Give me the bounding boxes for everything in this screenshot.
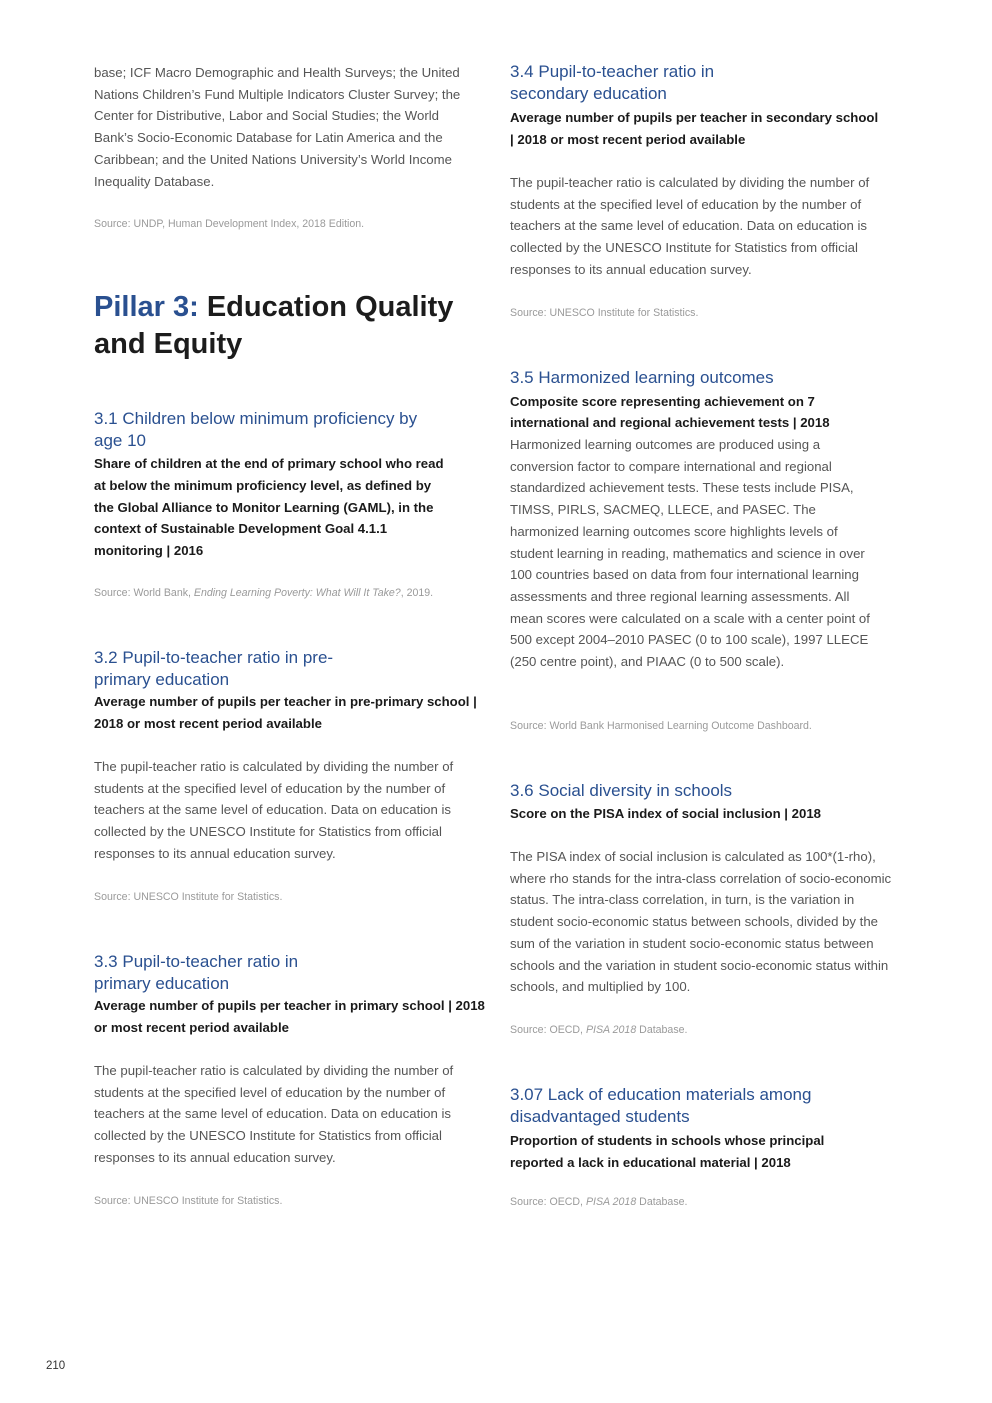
page-number: 210 xyxy=(46,1360,66,1372)
indicator-3-3-source: Source: UNESCO Institute for Statistics. xyxy=(94,1195,283,1207)
indicator-3-1-subtitle: Share of children at the end of primary school who read at below the minimum proficiency level, as defined by the Global Alliance to Monitor Learning (GAML), in the context of Sustainable Development Goal 4.1.1 monitoring | 2016 xyxy=(94,456,444,559)
source-prefix: Source: World Bank, xyxy=(94,587,194,599)
indicator-3-4-title: 3.4 Pupil-to-teacher ratio in secondary education xyxy=(510,62,715,103)
indicator-3-6-subtitle: Score on the PISA index of social inclusion | 2018 xyxy=(510,806,821,821)
source-title: PISA 2018 xyxy=(585,1024,637,1036)
indicator-3-3-description: The pupil-teacher ratio is calculated by dividing the number of students at the specified level of education by the number of teachers at the same level of education. Data on education is collected by the UNESCO Institute for Statistics from official responses to its annual education survey. xyxy=(94,1063,454,1165)
intro-source: Source: UNDP, Human Development Index, 2018 Edition. xyxy=(94,218,365,230)
indicator-3-07-source xyxy=(510,1195,687,1209)
source-suffix: Database. xyxy=(636,1024,688,1036)
pillar-name: Education Quality and Equity xyxy=(94,291,454,360)
source-title: PISA 2018 xyxy=(585,1196,637,1208)
indicator-3-4-source: Source: UNESCO Institute for Statistics. xyxy=(510,307,699,319)
indicator-3-5-title: 3.5 Harmonized learning outcomes xyxy=(510,368,774,387)
indicator-3-5-subtitle: Composite score representing achievement on 7 international and regional achievement tests | 2018 xyxy=(510,394,830,430)
indicator-3-5-description: Harmonized learning outcomes are produced using a conversion factor to compare international and regional standardized achievement tests. These tests include PISA, TIMSS, PIRLS, SACMEQ, LLECE, and PASEC. The harmonized learning outcomes score highlights levels of student learning in reading, mathematics and science in over 100 countries based on data from four international learning assessments and three regional learning assessments. All mean scores were calculated on a scale with a center point of 500 except 2004–2010 PASEC (0 to 100 scale), 1997 LLECE (250 centre point), and PIAAC (0 to 500 scale). xyxy=(510,437,870,670)
source-suffix: , 2019. xyxy=(400,587,434,599)
indicator-3-3-subtitle: Average number of pupils per teacher in primary school | 2018 or most recent period available xyxy=(94,998,485,1035)
indicator-3-1-source xyxy=(94,586,486,600)
indicator-3-5-source: Source: World Bank Harmonised Learning Outcome Dashboard. xyxy=(510,720,812,732)
source-prefix: Source: OECD, xyxy=(510,1024,586,1036)
indicator-3-6-title: 3.6 Social diversity in schools xyxy=(510,781,733,800)
pillar-title xyxy=(94,289,486,362)
source-prefix: Source: OECD, xyxy=(510,1196,586,1208)
intro-paragraph: base; ICF Macro Demographic and Health Surveys; the United Nations Children’s Fund Multiple Indicators Cluster Survey; the Center for Distributive, Labor and Social Studies; the World Bank’s Socio-Economic Database for Latin America and the Caribbean; and the United Nations University’s World Income Inequality Database. xyxy=(94,65,461,189)
indicator-3-3-title: 3.3 Pupil-to-teacher ratio in primary education xyxy=(94,952,299,993)
indicator-3-1-title: 3.1 Children below minimum proficiency by age 10 xyxy=(94,409,418,450)
indicator-3-2-subtitle: Average number of pupils per teacher in pre-primary school | 2018 or most recent period available xyxy=(94,694,477,731)
indicator-3-4-description: The pupil-teacher ratio is calculated by dividing the number of students at the specified level of education by the number of teachers at the same level of education. Data on education is collected by the UNESCO Institute for Statistics from official responses to its annual education survey. xyxy=(510,175,870,277)
indicator-3-2-description: The pupil-teacher ratio is calculated by dividing the number of students at the specified level of education by the number of teachers at the same level of education. Data on education is collected by the UNESCO Institute for Statistics from official responses to its annual education survey. xyxy=(94,759,454,861)
source-suffix: Database. xyxy=(636,1196,688,1208)
indicator-3-2-source: Source: UNESCO Institute for Statistics. xyxy=(94,891,283,903)
indicator-3-07-title: 3.07 Lack of education materials among disadvantaged students xyxy=(510,1085,812,1126)
indicator-3-2-title: 3.2 Pupil-to-teacher ratio in pre-primary education xyxy=(94,648,334,689)
source-title: Ending Learning Poverty: What Will It Take? xyxy=(193,587,401,599)
pillar-label: Pillar 3: xyxy=(94,291,199,323)
indicator-3-6-description: The PISA index of social inclusion is calculated as 100*(1-rho), where rho stands for the intra-class correlation of socio-economic status. The intra-class correlation, in turn, is the variation in student socio-economic status between schools, divided by the sum of the variation in student socio-economic status between schools and the variation in student socio-economic status within schools, and multiplied by 100. xyxy=(510,849,892,995)
indicator-3-4-subtitle: Average number of pupils per teacher in secondary school | 2018 or most recent period available xyxy=(510,110,879,147)
indicator-3-6-source xyxy=(510,1023,687,1037)
indicator-3-07-subtitle: Proportion of students in schools whose principal reported a lack in educational material | 2018 xyxy=(510,1133,825,1170)
